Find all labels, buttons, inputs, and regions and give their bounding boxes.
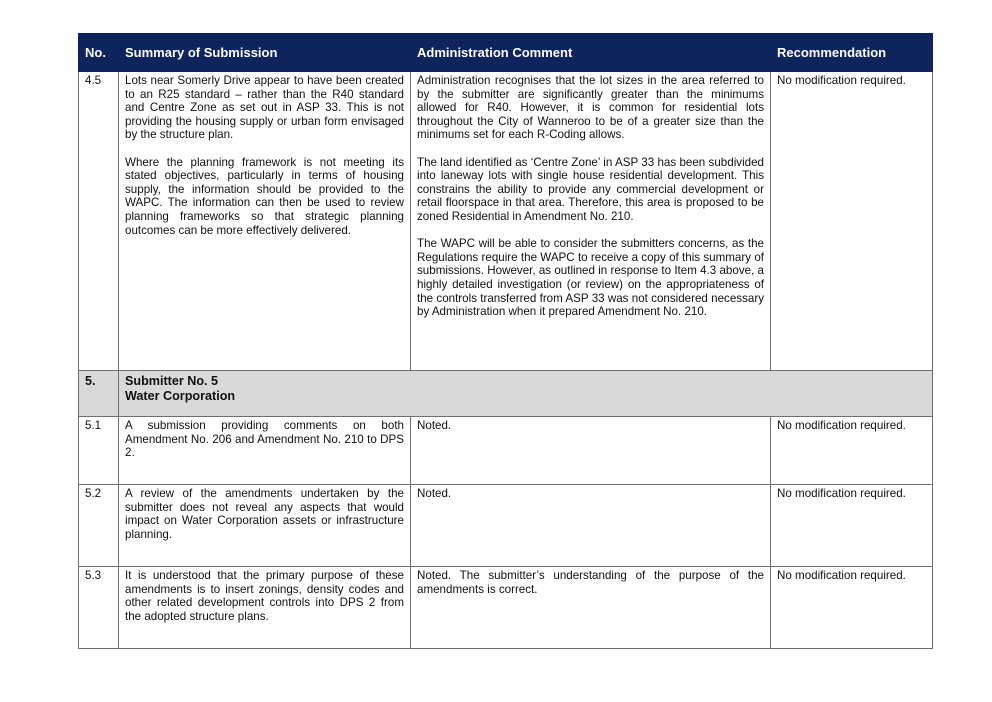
table-row	[79, 417, 933, 485]
header-summary: Summary of Submission	[119, 34, 411, 72]
recommendation-cell: No modification required.	[771, 72, 933, 371]
row-number: 5.2	[79, 485, 119, 567]
header-no: No.	[79, 34, 119, 72]
submissions-table	[78, 33, 933, 649]
table-header-row	[79, 34, 933, 72]
comment-paragraph: The WAPC will be able to consider the submitters concerns, as the Regulations require the WAPC to receive a copy of this summary of submissions. However, as outlined in response to Item 4.3 above, a highly detailed investigation (or review) on the appropriateness of the controls transferred from ASP 33 was not considered necessary by Administration when it prepared Amendment No. 210.	[417, 237, 764, 319]
summary-cell	[119, 72, 411, 371]
summary-cell: A submission providing comments on both Amendment No. 206 and Amendment No. 210 to DPS 2.	[119, 417, 411, 485]
row-number: 5.3	[79, 567, 119, 649]
header-comment: Administration Comment	[411, 34, 771, 72]
comment-paragraph: Administration recognises that the lot sizes in the area referred to by the submitter are significantly greater than the minimums allowed for R40. However, it is common for residential lots throughout the City of Wanneroo to be of a greater size than the minimums set for each R-Coding allows.	[417, 74, 764, 142]
comment-paragraph: The land identified as ‘Centre Zone’ in ASP 33 has been subdivided into laneway lots with single house residential development. This constrains the ability to provide any commercial development or retail floorspace in that area. Therefore, this area is proposed to be zoned Residential in Amendment No. 210.	[417, 155, 764, 223]
section-number: 5.	[79, 371, 119, 417]
comment-cell: Noted.	[411, 485, 771, 567]
header-recommendation: Recommendation	[771, 34, 933, 72]
row-number: 4.5	[79, 72, 119, 371]
summary-cell: A review of the amendments undertaken by the submitter does not reveal any aspects that would impact on Water Corporation assets or infrastructure planning.	[119, 485, 411, 567]
table-row	[79, 485, 933, 567]
recommendation-cell: No modification required.	[771, 417, 933, 485]
summary-paragraph: Lots near Somerly Drive appear to have been created to an R25 standard – rather than the R40 standard and Centre Zone as set out in ASP 33. This is not providing the housing supply or urban form envisaged by the structure plan.	[125, 74, 404, 142]
section-title: Submitter No. 5	[125, 374, 219, 388]
summary-cell: It is understood that the primary purpose of these amendments is to insert zonings, density codes and other related development controls into DPS 2 from the adopted structure plans.	[119, 567, 411, 649]
comment-cell	[411, 72, 771, 371]
row-number: 5.1	[79, 417, 119, 485]
comment-cell: Noted. The submitter’s understanding of the purpose of the amendments is correct.	[411, 567, 771, 649]
section-title-cell	[119, 371, 933, 417]
summary-paragraph: Where the planning framework is not meeting its stated objectives, particularly in terms of housing supply, the information should be provided to the WAPC. The information can then be used to review planning frameworks so that strategic planning outcomes can be more effectively delivered.	[125, 155, 404, 237]
recommendation-cell: No modification required.	[771, 485, 933, 567]
section-subtitle: Water Corporation	[125, 389, 236, 403]
comment-cell: Noted.	[411, 417, 771, 485]
section-row	[79, 371, 933, 417]
recommendation-cell: No modification required.	[771, 567, 933, 649]
table-row	[79, 567, 933, 649]
table-row	[79, 72, 933, 371]
